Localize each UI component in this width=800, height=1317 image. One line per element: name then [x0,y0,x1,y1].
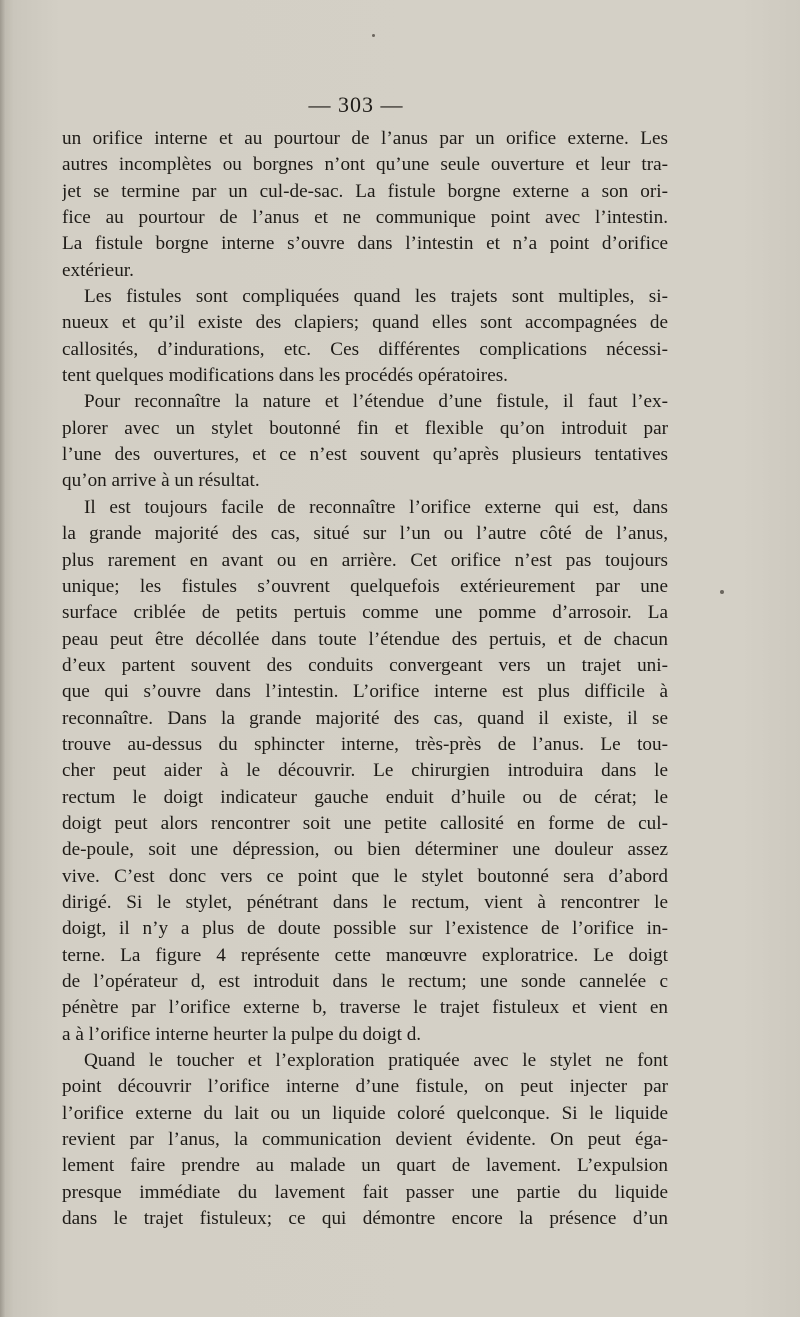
text-line: terne. La figure 4 représente cette manœuvre exploratrice. Le doigt [62,944,668,966]
paragraph-start-line: Les fistules sont compliquées quand les trajets sont multiples, si- [84,286,668,308]
text-line: un orifice interne et au pourtour de l’anus par un orifice externe. Les [62,128,668,149]
text-line: point découvrir l’orifice interne d’une fistule, on peut injecter par [62,1076,668,1098]
text-line: revient par l’anus, la communication devient évidente. On peut éga- [62,1129,668,1151]
paragraph-start-line: Il est toujours facile de reconnaître l’orifice externe qui est, dans [84,496,668,518]
page-number: — 303 — [308,92,404,117]
text-line: l’orifice externe du lait ou un liquide coloré quelconque. Si le liquide [62,1102,668,1124]
text-line: a à l’orifice interne heurter la pulpe du doigt d. [62,1023,422,1045]
text-line: unique; les fistules s’ouvrent quelquefois extérieurement par une [62,575,668,597]
paragraph-start-line: Quand le toucher et l’exploration pratiquée avec le stylet ne font [84,1050,668,1072]
page-edge-shadow [0,0,6,1317]
text-line: vive. C’est donc vers ce point que le stylet boutonné sera d’abord [62,865,668,887]
text-line: cher peut aider à le découvrir. Le chirurgien introduira dans le [62,760,668,782]
body-text [62,126,668,1232]
paragraph-start-line: Pour reconnaître la nature et l’étendue d’une fistule, il faut l’ex- [84,391,668,413]
text-line: fice au pourtour de l’anus et ne communique point avec l’intestin. [62,207,668,229]
text-line: plus rarement en avant ou en arrière. Cet orifice n’est pas toujours [62,549,668,571]
text-line: surface criblée de petits pertuis comme une pomme d’arrosoir. La [62,602,668,624]
text-line: jet se termine par un cul-de-sac. La fistule borgne externe a son ori- [62,180,668,202]
text-line: autres incomplètes ou borgnes n’ont qu’une seule ouverture et leur tra- [62,154,668,176]
text-line: pénètre par l’orifice externe b, traverse le trajet fistuleux et vient en [62,997,668,1019]
text-line: dans le trajet fistuleux; ce qui démontre encore la présence d’un [62,1208,668,1230]
text-line: plorer avec un stylet boutonné fin et flexible qu’on introduit par [62,417,668,439]
text-line: la grande majorité des cas, situé sur l’un ou l’autre côté de l’anus, [62,523,668,545]
text-line: La fistule borgne interne s’ouvre dans l’intestin et n’a point d’orifice [62,233,668,255]
text-line: d’eux partent souvent des conduits convergeant vers un trajet uni- [62,654,668,676]
text-line: peau peut être décollée dans toute l’étendue des pertuis, et de chacun [62,628,668,650]
text-line: nueux et qu’il existe des clapiers; quand elles sont accompagnées de [62,312,668,334]
text-line: dirigé. Si le stylet, pénétrant dans le rectum, vient à rencontrer le [62,891,668,913]
text-line: presque immédiate du lavement fait passer une partie du liquide [62,1181,668,1203]
paper-speck [720,590,724,594]
text-line: trouve au-dessus du sphincter interne, très-près de l’anus. Le tou- [62,733,668,755]
paper-speck [372,34,375,37]
text-line: doigt peut alors rencontrer soit une petite callosité en forme de cul- [62,812,668,834]
text-line: de-poule, soit une dépression, ou bien déterminer une douleur assez [62,839,668,861]
text-line: de l’opérateur d, est introduit dans le rectum; une sonde cannelée c [62,971,668,992]
text-line: doigt, il n’y a plus de doute possible sur l’existence de l’orifice in- [62,918,668,940]
text-line: rectum le doigt indicateur gauche enduit d’huile ou de cérat; le [62,786,668,808]
text-line: que qui s’ouvre dans l’intestin. L’orifice interne est plus difficile à [62,681,668,703]
text-line: l’une des ouvertures, et ce n’est souvent qu’après plusieurs tentatives [62,444,668,466]
text-line: qu’on arrive à un résultat. [62,470,260,492]
text-line: tent quelques modifications dans les procédés opératoires. [62,365,508,387]
text-line: lement faire prendre au malade un quart de lavement. L’expulsion [62,1155,668,1177]
text-line: extérieur. [62,259,134,281]
text-line: reconnaître. Dans la grande majorité des cas, quand il existe, il se [62,707,668,729]
text-line: callosités, d’indurations, etc. Ces différentes complications nécessi- [62,338,668,360]
